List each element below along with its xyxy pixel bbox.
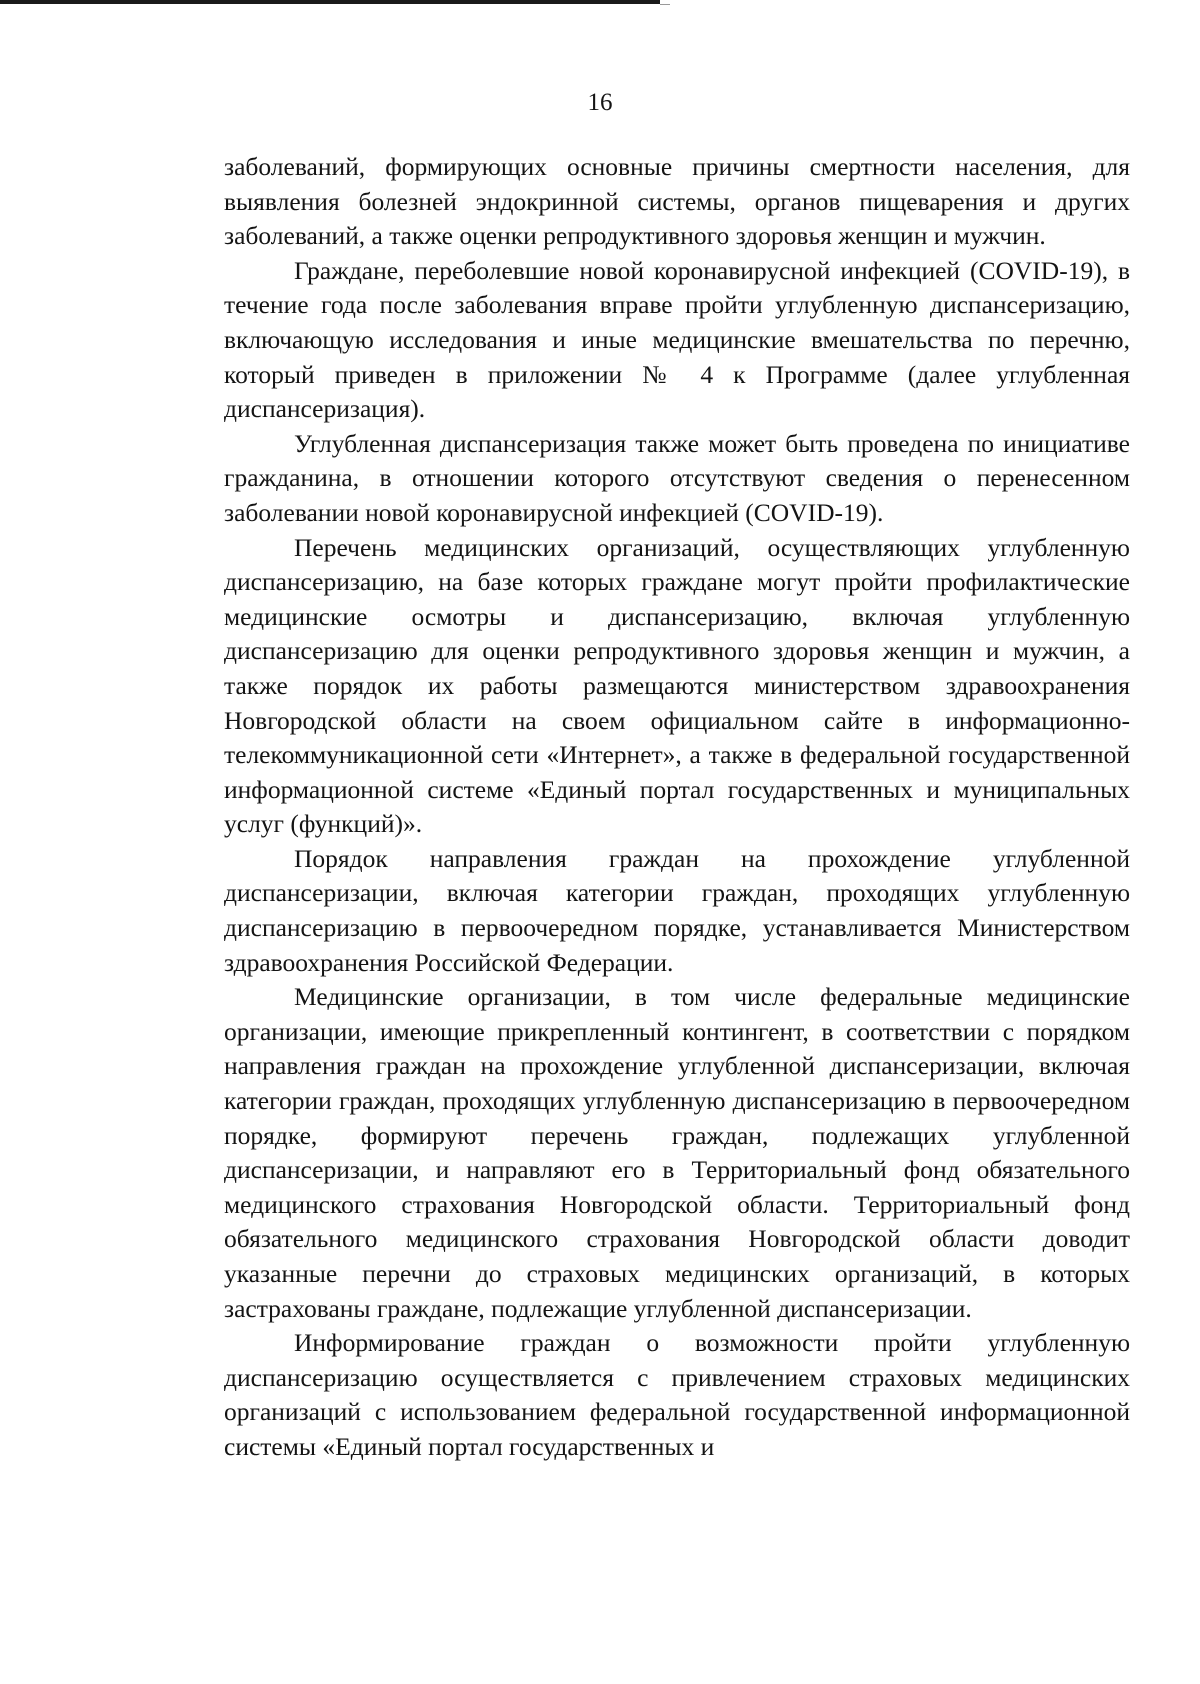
paragraph-informing-citizens: Информирование граждан о возможности пройти углубленную диспансеризацию осуществляется с привлечением страховых медицинских организаций с использованием федеральной государственной информационной системы «Единый портал государственных и	[224, 1328, 1130, 1461]
page-number: 16	[587, 89, 613, 116]
paragraph-citizen-initiative: Углубленная диспансеризация также может быть проведена по инициативе гражданина, в отношении которого отсутствуют сведения о перенесенном заболевании новой коронавирусной инфекцией (COVID-19).	[224, 428, 1130, 527]
document-body	[224, 150, 1130, 1465]
paragraph-covid-recovered: Граждане, переболевшие новой коронавирусной инфекцией (COVID-19), в течение года после заболевания вправе пройти углубленную диспансеризацию, включающую исследования и иные медицинские вмешательства по перечню, который приведен в приложении № 4 к Программе (далее углубленная диспансеризация).	[224, 255, 1130, 424]
paragraph-continuation: заболеваний, формирующих основные причины смертности населения, для выявления болезней эндокринной системы, органов пищеварения и других заболеваний, а также оценки репродуктивного здоровья женщин и мужчин.	[224, 152, 1130, 251]
paragraph-organization-list: Перечень медицинских организаций, осуществляющих углубленную диспансеризацию, на базе которых граждане могут пройти профилактические медицинские осмотры и диспансеризацию, включая углубленную диспансеризацию для оценки репродуктивного здоровья женщин и мужчин, а также порядок их работы размещаются министерством здравоохранения Новгородской области на своем официальном сайте в информационно-телекоммуникационной сети «Интернет», а также в федеральной государственной информационной системе «Единый портал государственных и муниципальных услуг (функций)».	[224, 532, 1130, 839]
scan-edge-line	[660, 4, 670, 5]
scan-edge-bar	[0, 0, 660, 4]
paragraph-referral-procedure: Порядок направления граждан на прохождение углубленной диспансеризации, включая категории граждан, проходящих углубленную диспансеризацию в первоочередном порядке, устанавливается Министерством здравоохранения Российской Федерации.	[224, 843, 1130, 977]
paragraph-medical-organizations: Медицинские организации, в том числе федеральные медицинские организации, имеющие прикрепленный контингент, в соответствии с порядком направления граждан на прохождение углубленной диспансеризации, включая категории граждан, проходящих углубленную диспансеризацию в первоочередном порядке, формируют перечень граждан, подлежащих углубленной диспансеризации, и направляют его в Территориальный фонд обязательного медицинского страхования Новгородской области. Территориальный фонд обязательного медицинского страхования Новгородской области доводит указанные перечни до страховых медицинских организаций, в которых застрахованы граждане, подлежащие углубленной диспансеризации.	[224, 982, 1130, 1323]
